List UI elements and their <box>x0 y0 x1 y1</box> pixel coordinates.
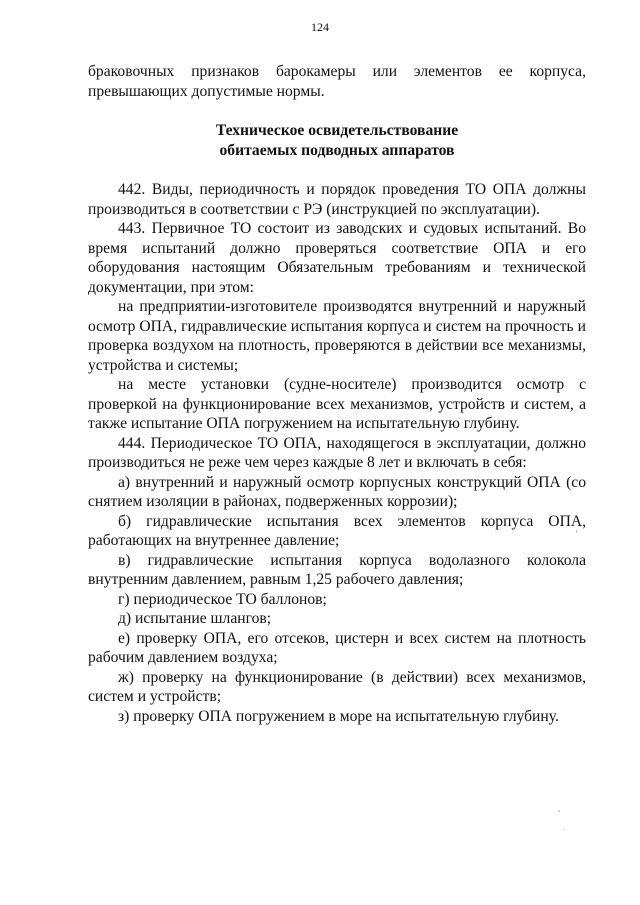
list-item-v: в) гидравлические испытания корпуса водолазного колокола внутренним давлением, равным 1,25 рабочего давления; <box>88 551 586 588</box>
scan-mark: ˋ <box>557 810 562 821</box>
section-heading-line-2: обитаемых подводных аппаратов <box>219 141 455 159</box>
section-heading-line-1: Техническое освидетельствование <box>215 122 459 139</box>
scan-mark: ʼ <box>575 530 578 540</box>
list-item-zh: ж) проверку на функционирование (в действии) всех механизмов, систем и устройств; <box>88 668 586 705</box>
spacer <box>88 101 586 121</box>
list-item-d: д) испытание шлангов; <box>118 610 272 627</box>
spacer <box>88 160 586 180</box>
document-body <box>88 62 586 726</box>
paragraph-442: 442. Виды, периодичность и порядок проведения ТО ОПА должны производиться в соответствии с РЭ (инструкцией по эксплуатации). <box>88 181 586 218</box>
list-item-b: б) гидравлические испытания всех элементов корпуса ОПА, работающих на внутреннее давление; <box>88 512 586 549</box>
scan-mark: · <box>563 826 566 834</box>
list-item-e: е) проверку ОПА, его отсеков, цистерн и всех систем на плотность рабочим давлением воздуха; <box>88 629 586 666</box>
page-number: 124 <box>311 20 329 34</box>
list-item-a: а) внутренний и наружный осмотр корпусных конструкций ОПА (со снятием изоляции в районах, подверженных коррозии); <box>88 473 586 510</box>
paragraph-443: 443. Первичное ТО состоит из заводских и судовых испытаний. Во время испытаний должно проверяться соответствие ОПА и его оборудования настоящим Обязательным требованиям и технической документации, при этом: <box>88 220 586 296</box>
list-item-z: з) проверку ОПА погружением в море на испытательную глубину. <box>118 707 559 725</box>
continuation-paragraph: браковочных признаков барокамеры или элементов ее корпуса, превышающих допустимые нормы. <box>88 63 586 100</box>
list-item-g: г) периодическое ТО баллонов; <box>118 590 327 608</box>
paragraph-443-installation: на месте установки (судне-носителе) производится осмотр с проверкой на функционирование всех механизмов, устройств и систем, а также испытание ОПА погружением на испытательную глубину. <box>88 376 586 432</box>
paragraph-444: 444. Периодическое ТО ОПА, находящегося в эксплуатации, должно производиться не реже чем через каждые 8 лет и включать в себя: <box>88 434 586 471</box>
paragraph-443-manufacturer: на предприятии-изготовителе производятся внутренний и наружный осмотр ОПА, гидравлические испытания корпуса и систем на прочность и проверка воздухом на плотность, проверяются в действии все механизмы, устройства и системы; <box>88 298 586 374</box>
